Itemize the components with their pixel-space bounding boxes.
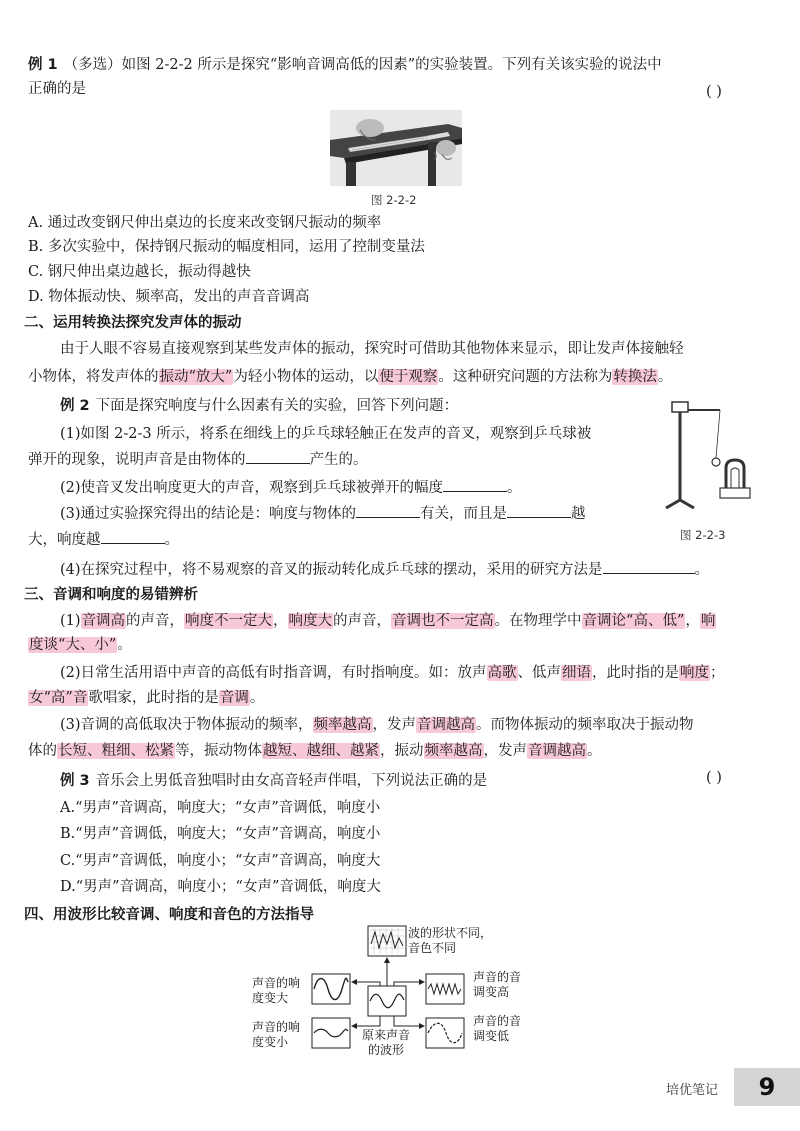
label-timbre: 波的形状不同， 音色不同 [408,926,493,955]
page-number: 9 [734,1068,800,1106]
ex2-figure-caption: 图 2-2-3 [680,528,726,542]
highlight: 细语 [562,665,592,681]
label-quieter: 声音的响 度变小 [252,1020,301,1049]
highlight: 音调越高 [417,717,476,733]
highlight: 响度 [680,665,710,681]
section-4-title: 四、用波形比较音调、响度和音色的方法指导 [24,907,314,923]
sec2-paragraph-line1: 由于人眼不容易直接观察到某些发声体的振动，探究时可借助其他物体来显示，即让发声体接触轻 [60,341,684,357]
sec3-rule2-line1: (2)日常生活用语中声音的高低有时指音调，有时指响度。如：放声高歌、低声细语，此时指的是响度； [60,665,725,681]
ex1-label: 例 1 [28,57,58,73]
ex2-label: 例 2 [60,398,90,414]
ex3-label: 例 3 [60,773,90,789]
answer-blank [101,528,165,544]
sec2-paragraph-line2: 小物体，将发声体的振动“放大”为轻小物体的运动，以便于观察。这种研究问题的方法称为转换法。 [28,369,673,385]
sec3-rule1-line1: (1)音调高的声音，响度不一定大，响度大的声音，音调也不一定高。在物理学中音调论“高、低”，响 [60,613,716,629]
ex1-line2: 正确的是 [28,81,86,97]
sec3-rule3-line1: (3)音调的高低取决于物体振动的频率，频率越高，发声音调越高。而物体振动的频率取决于振动物 [60,717,694,733]
ex3-option-a: A.“男声”音调高，响度大；“女声”音调低，响度小 [60,800,381,816]
answer-blank [356,502,420,518]
highlight: 越短、越细、越紧 [263,743,379,759]
section-3-title: 三、音调和响度的易错辨析 [24,587,198,603]
ex1-figure-caption: 图 2-2-2 [371,193,417,207]
highlight: 女“高”音 [29,690,88,706]
highlight: 频率越高 [424,743,483,759]
highlight: 便于观察 [379,369,438,385]
highlight: 频率越高 [313,717,372,733]
highlight: 响 [700,613,716,629]
ex3-option-c: C.“男声”音调低，响度小；“女声”音调高，响度大 [60,853,381,869]
ex1-answer-paren: ( ) [706,84,722,100]
sec3-rule1-line2: 度谈“大、小”。 [29,637,132,653]
highlight: 音调也不一定高 [392,613,494,629]
label-louder: 声音的响 度变大 [252,976,301,1005]
ex2-q1-line2: 弹开的现象，说明声音是由物体的 产生的。 [28,448,760,471]
highlight: 转换法 [613,369,657,385]
section-2-title: 二、运用转换法探究发声体的振动 [24,315,242,331]
answer-blank [603,558,695,574]
ex2-q1-line1: (1)如图 2-2-3 所示，将系在细线上的乒乓球轻触正在发声的音叉，观察到乒乓球被 [60,426,592,442]
ex1-option-b: B. 多次实验中，保持钢尺振动的幅度相同，运用了控制变量法 [28,239,425,255]
ruler-on-table-figure [330,110,462,186]
ex3-answer-paren: ( ) [706,770,722,786]
highlight: 振动“放大” [159,369,233,385]
highlight: 音调越高 [528,743,586,759]
ex2-q3-line1: (3)通过实验探究得出的结论是：响度与物体的 有关，而且是 越 [60,502,760,525]
ex1-line1: 例 1 （多选）如图 2-2-2 所示是探究“影响音调高低的因素”的实验装置。下列有关该实验的说法中 [28,57,662,73]
tuning-fork-pingpong-figure [662,396,754,518]
ex3-option-b: B.“男声”音调低，响度大；“女声”音调高，响度小 [60,826,381,842]
sec3-rule3-line2: 体的长短、粗细、松紧等，振动物体越短、越细、越紧，振动频率越高，发声音调越高。 [28,743,602,759]
answer-blank [443,476,507,492]
highlight: 音调 [219,690,249,706]
ex1-option-c: C. 钢尺伸出桌边越长，振动得越快 [28,264,251,280]
highlight: 音调论“高、低” [582,613,685,629]
answer-blank [507,502,571,518]
highlight: 音调高 [81,613,126,629]
ex3-question: 例 3 音乐会上男低音独唱时由女高音轻声伴唱，下列说法正确的是 [60,773,488,789]
ex2-q2: (2)使音叉发出响度更大的声音，观察到乒乓球被弹开的幅度 。 [60,476,760,499]
highlight: 高歌 [487,665,517,681]
highlight: 长短、粗细、松紧 [58,743,174,759]
ex2-q4: (4)在探究过程中，将不易观察的音叉的振动转化成乒乓球的摆动，采用的研究方法是 。 [60,558,760,581]
label-lower-pitch: 声音的音 调变低 [473,1014,522,1043]
ex1-option-a: A. 通过改变钢尺伸出桌边的长度来改变钢尺振动的频率 [28,215,382,231]
label-original-waveform: 原来声音 的波形 [362,1028,411,1057]
sec3-rule2-line2: 女“高”音歌唱家，此时指的是音调。 [29,690,265,706]
answer-blank [246,448,310,464]
ex2-intro: 例 2 下面是探究响度与什么因素有关的实验，回答下列问题： [60,398,459,414]
highlight: 度谈“大、小” [29,637,117,653]
label-higher-pitch: 声音的音 调变高 [473,970,522,999]
highlight: 响度大 [288,613,333,629]
ex1-option-d: D. 物体振动快、频率高，发出的声音音调高 [28,289,310,305]
ex2-q3-line2: 大，响度越 。 [28,528,760,551]
highlight: 响度不一定大 [185,613,273,629]
footer-book-title: 培优笔记 [665,1083,718,1098]
ex3-option-d: D.“男声”音调高，响度小；“女声”音调低，响度大 [60,879,381,895]
